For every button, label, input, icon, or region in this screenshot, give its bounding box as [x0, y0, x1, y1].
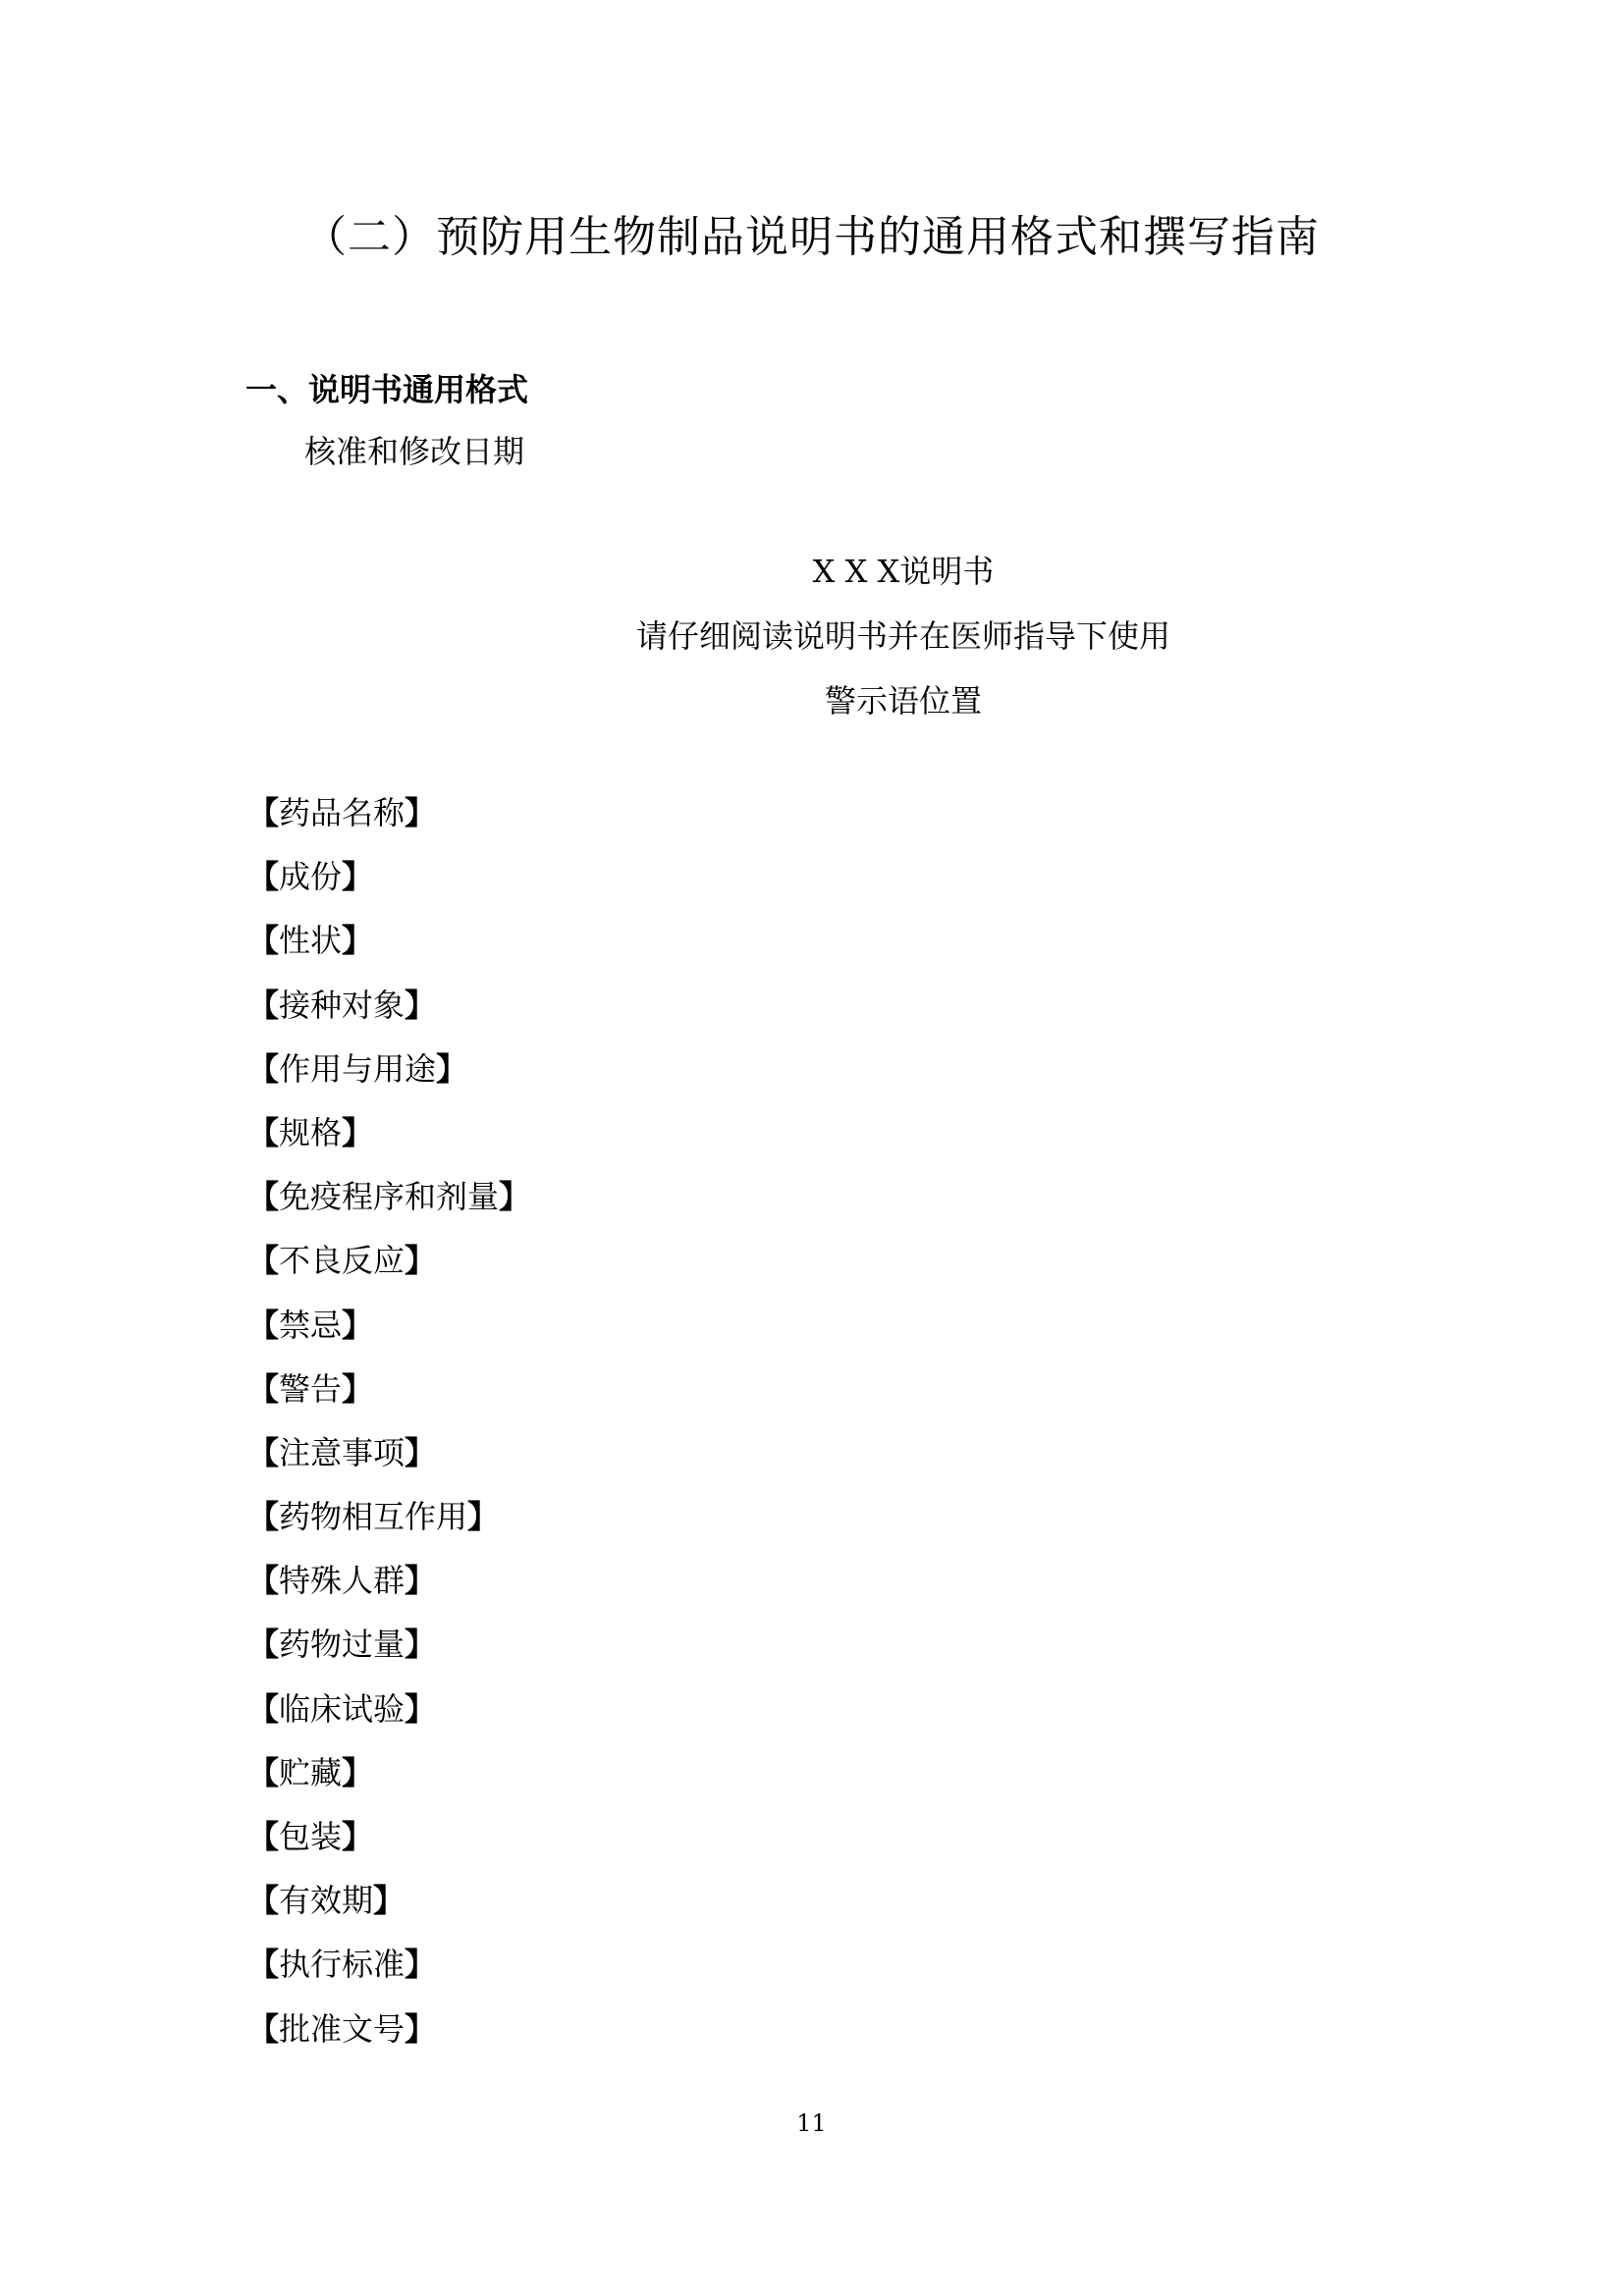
field-label: 贮藏: [279, 1753, 343, 1791]
approval-date-label: 核准和修改日期: [304, 433, 525, 470]
close-bracket: 】: [405, 2009, 437, 2048]
field-label: 免疫程序和剂量: [279, 1178, 500, 1216]
field-item: [247, 1623, 530, 1686]
field-label: 药物相互作用: [279, 1498, 468, 1536]
field-item: [247, 1367, 530, 1431]
field-item: [247, 1943, 530, 2006]
field-item: [247, 855, 530, 919]
field-label: 包装: [279, 1818, 343, 1855]
field-item: [247, 1815, 530, 1879]
field-label: 接种对象: [279, 986, 406, 1024]
open-bracket: 【: [247, 794, 280, 831]
leaflet-title: X X X说明书: [812, 553, 995, 590]
field-label: 注意事项: [279, 1433, 406, 1471]
field-item: [247, 1559, 530, 1623]
field-item: [247, 1495, 530, 1559]
open-bracket: 【: [247, 922, 280, 960]
field-item: [247, 919, 530, 983]
field-item: [247, 984, 530, 1047]
page-title: （二）预防用生物制品说明书的通用格式和撰写指南: [303, 212, 1320, 262]
field-label: 有效期: [279, 1882, 374, 1920]
open-bracket: 【: [247, 1049, 280, 1088]
close-bracket: 】: [342, 1113, 374, 1151]
field-label: 特殊人群: [279, 1562, 406, 1600]
field-item: [247, 1111, 530, 1175]
close-bracket: 】: [342, 1818, 374, 1855]
close-bracket: 】: [405, 986, 437, 1024]
close-bracket: 】: [499, 1178, 531, 1216]
close-bracket: 】: [342, 1753, 374, 1791]
close-bracket: 】: [373, 1882, 406, 1920]
close-bracket: 】: [405, 1242, 437, 1280]
field-label: 作用与用途: [279, 1049, 437, 1088]
close-bracket: 】: [405, 1946, 437, 1984]
close-bracket: 】: [342, 1306, 374, 1344]
close-bracket: 】: [405, 794, 437, 831]
field-label: 药品名称: [279, 794, 406, 831]
open-bracket: 【: [247, 1818, 280, 1855]
field-item: [247, 1751, 530, 1815]
close-bracket: 】: [405, 1562, 437, 1600]
field-item: [247, 1879, 530, 1943]
field-label: 临床试验: [279, 1689, 406, 1728]
open-bracket: 【: [247, 1178, 280, 1216]
open-bracket: 【: [247, 1433, 280, 1471]
close-bracket: 】: [342, 858, 374, 896]
field-item: [247, 1431, 530, 1495]
field-item: [247, 1304, 530, 1367]
field-label: 禁忌: [279, 1306, 343, 1344]
field-item: [247, 1239, 530, 1303]
field-label: 成份: [279, 858, 343, 896]
open-bracket: 【: [247, 1753, 280, 1791]
open-bracket: 【: [247, 1369, 280, 1408]
open-bracket: 【: [247, 1306, 280, 1344]
section-heading: 一、说明书通用格式: [245, 371, 529, 408]
open-bracket: 【: [247, 986, 280, 1024]
open-bracket: 【: [247, 2009, 280, 2048]
field-item: [247, 1047, 530, 1111]
warning-placeholder: 警示语位置: [824, 682, 982, 720]
open-bracket: 【: [247, 1689, 280, 1728]
field-label: 不良反应: [279, 1242, 406, 1280]
leaflet-header-block: [511, 550, 1296, 722]
open-bracket: 【: [247, 858, 280, 896]
field-label: 执行标准: [279, 1946, 406, 1984]
open-bracket: 【: [247, 1498, 280, 1536]
open-bracket: 【: [247, 1562, 280, 1600]
close-bracket: 】: [436, 1049, 468, 1088]
field-label: 规格: [279, 1113, 343, 1151]
close-bracket: 】: [342, 1369, 374, 1408]
field-item: [247, 791, 530, 855]
open-bracket: 【: [247, 1242, 280, 1280]
close-bracket: 】: [405, 1433, 437, 1471]
section-field-list: [247, 791, 530, 2071]
field-item: [247, 1687, 530, 1751]
field-label: 性状: [279, 922, 343, 960]
close-bracket: 】: [405, 1626, 437, 1664]
close-bracket: 】: [342, 922, 374, 960]
reading-instruction: 请仔细阅读说明书并在医师指导下使用: [635, 617, 1170, 655]
open-bracket: 【: [247, 1113, 280, 1151]
field-label: 药物过量: [279, 1626, 406, 1664]
field-label: 批准文号: [279, 2009, 406, 2048]
close-bracket: 】: [467, 1498, 500, 1536]
close-bracket: 】: [405, 1689, 437, 1728]
field-item: [247, 2007, 530, 2071]
field-item: [247, 1175, 530, 1239]
open-bracket: 【: [247, 1626, 280, 1664]
open-bracket: 【: [247, 1946, 280, 1984]
open-bracket: 【: [247, 1882, 280, 1920]
page-number: 11: [796, 2109, 827, 2137]
field-label: 警告: [279, 1369, 343, 1408]
